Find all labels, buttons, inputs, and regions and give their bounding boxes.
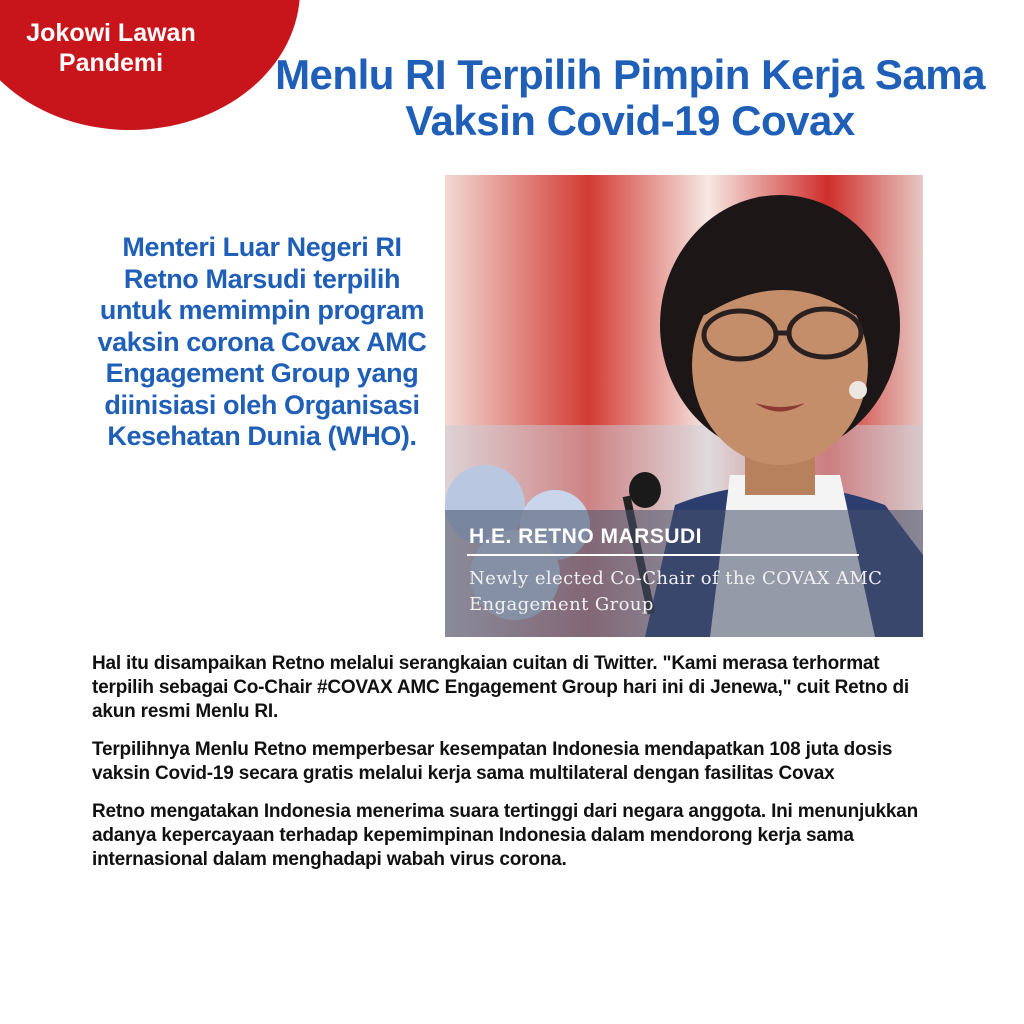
- caption-role: Newly elected Co-Chair of the COVAX AMC Engagement Group: [469, 568, 883, 615]
- paragraph-1: Hal itu disampaikan Retno melalui serangkaian cuitan di Twitter. "Kami merasa terhormat terpilih sebagai Co-Chair #COVAX AMC Engagement Group hari ini di Jenewa," cuit Retno di akun resmi Menlu RI.: [92, 653, 909, 722]
- portrait-photo: [445, 175, 923, 637]
- lead-summary: Menteri Luar Negeri RI Retno Marsudi terpilih untuk memimpin program vaksin corona Covax AMC Engagement Group yang diinisiasi oleh Organisasi Kesehatan Dunia (WHO).: [97, 232, 427, 451]
- paragraph-2: Terpilihnya Menlu Retno memperbesar kesempatan Indonesia mendapatkan 108 juta dosis vaksin Covid-19 secara gratis melalui kerja sama multilateral dengan fasilitas Covax: [92, 739, 893, 784]
- headline: Menlu RI Terpilih Pimpin Kerja Sama Vaksin Covid-19 Covax: [275, 51, 985, 144]
- photo-caption: [445, 510, 923, 637]
- article-body: [92, 652, 942, 886]
- badge-text: Jokowi Lawan Pandemi: [26, 19, 196, 77]
- caption-divider: [467, 554, 859, 556]
- caption-name: H.E. RETNO MARSUDI: [469, 525, 703, 548]
- paragraph-3: Retno mengatakan Indonesia menerima suara tertinggi dari negara anggota. Ini menunjukkan adanya kepercayaan terhadap kepemimpinan Indonesia dalam mendorong kerja sama internasional dalam menghadapi wabah virus corona.: [92, 801, 918, 870]
